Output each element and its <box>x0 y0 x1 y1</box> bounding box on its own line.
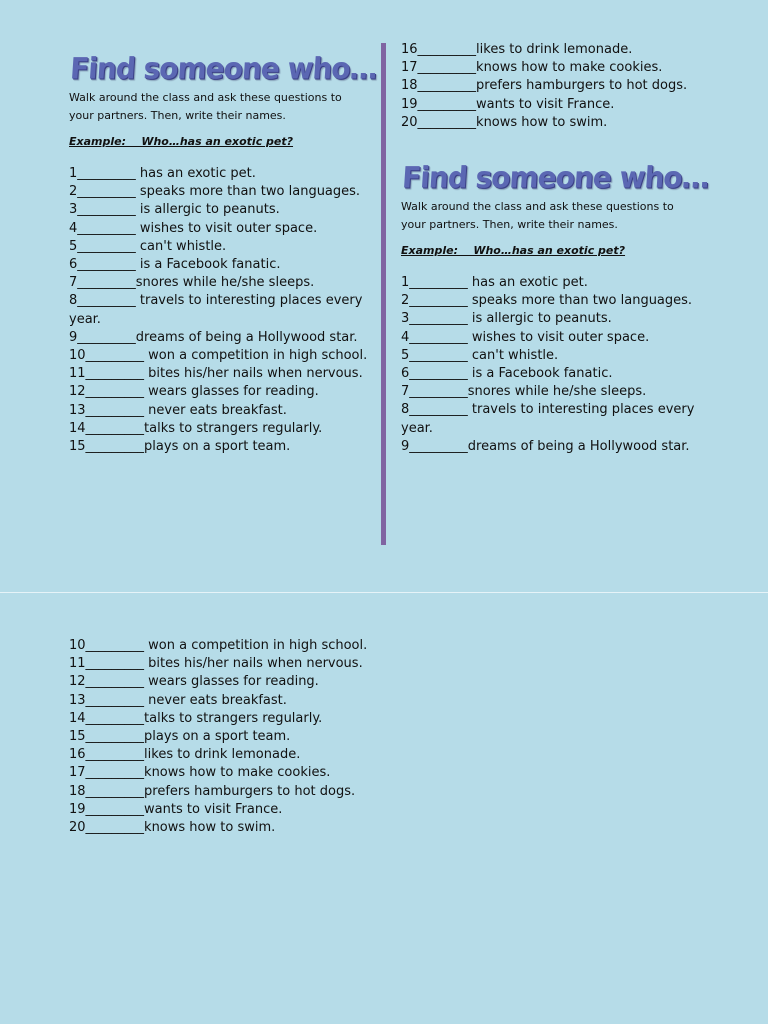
list-item: 11_________ bites his/her nails when nervous. <box>69 656 363 672</box>
list-item: 18_________prefers hamburgers to hot dogs. <box>69 783 356 799</box>
question-list-2 <box>401 274 701 456</box>
list-item: 7_________snores while he/she sleeps. <box>69 275 315 291</box>
worksheet-example-2: Example: Who…has an exotic pet? <box>401 244 626 258</box>
list-item: 7_________snores while he/she sleeps. <box>401 384 647 400</box>
list-item: 15_________plays on a sport team. <box>69 439 291 455</box>
list-item: 12_________ wears glasses for reading. <box>69 384 319 400</box>
worksheet-left-column <box>69 51 378 456</box>
list-item: 18_________prefers hamburgers to hot dogs. <box>401 78 688 94</box>
list-item: 12_________ wears glasses for reading. <box>69 674 319 690</box>
list-item: 3_________ is allergic to peanuts. <box>69 202 280 218</box>
list-item: 20_________knows how to swim. <box>401 114 608 130</box>
worksheet-page-2 <box>0 593 768 1024</box>
list-item: 4_________ wishes to visit outer space. <box>401 329 650 345</box>
list-item: 1_________ has an exotic pet. <box>69 166 256 181</box>
question-list <box>69 165 369 456</box>
list-item: 6_________ is a Facebook fanatic. <box>69 257 281 273</box>
list-item: 10_________ won a competition in high school. <box>69 348 368 364</box>
worksheet-right-column <box>401 41 710 456</box>
worksheet-bottom-column <box>69 637 369 837</box>
list-item: 2_________ speaks more than two languages. <box>401 293 693 309</box>
list-item: 13_________ never eats breakfast. <box>69 402 287 418</box>
list-item: 13_________ never eats breakfast. <box>69 692 287 708</box>
list-item: 9_________dreams of being a Hollywood star. <box>401 438 690 454</box>
list-item: 6_________ is a Facebook fanatic. <box>401 366 613 382</box>
list-item: 14_________talks to strangers regularly. <box>69 710 323 726</box>
worksheet-intro: Walk around the class and ask these questions to your partners. Then, write their names. <box>69 91 342 122</box>
list-item: 15_________plays on a sport team. <box>69 729 291 745</box>
list-item: 14_________talks to strangers regularly. <box>69 420 323 436</box>
list-item: 20_________knows how to swim. <box>69 820 276 836</box>
question-list-3 <box>69 637 369 837</box>
list-item: 11_________ bites his/her nails when nervous. <box>69 366 363 382</box>
list-item: 5_________ can't whistle. <box>401 347 559 363</box>
question-list-continued <box>401 41 701 132</box>
list-item: 9_________dreams of being a Hollywood star. <box>69 329 358 345</box>
worksheet-title: Find someone who… <box>69 51 378 86</box>
column-divider-bar <box>381 43 386 545</box>
list-item: 16_________likes to drink lemonade. <box>401 42 633 57</box>
list-item: 1_________ has an exotic pet. <box>401 275 588 291</box>
list-item: 4_________ wishes to visit outer space. <box>69 220 318 236</box>
list-item: 3_________ is allergic to peanuts. <box>401 311 612 327</box>
list-item: 19_________wants to visit France. <box>401 96 615 112</box>
list-item: 17_________knows how to make cookies. <box>69 765 331 781</box>
list-item: 8_________ travels to interesting places every year. <box>69 293 363 327</box>
worksheet-example: Example: Who…has an exotic pet? <box>69 135 294 148</box>
list-item: 19_________wants to visit France. <box>69 801 283 817</box>
list-item: 8_________ travels to interesting places every year. <box>401 402 695 436</box>
list-item: 16_________likes to drink lemonade. <box>69 747 301 763</box>
list-item: 10_________ won a competition in high school. <box>69 638 368 653</box>
worksheet-intro-2: Walk around the class and ask these questions to your partners. Then, write their names. <box>401 200 674 232</box>
list-item: 17_________knows how to make cookies. <box>401 60 663 76</box>
list-item: 2_________ speaks more than two languages. <box>69 184 361 200</box>
worksheet-title-2: Find someone who… <box>401 160 710 195</box>
list-item: 5_________ can't whistle. <box>69 238 227 254</box>
